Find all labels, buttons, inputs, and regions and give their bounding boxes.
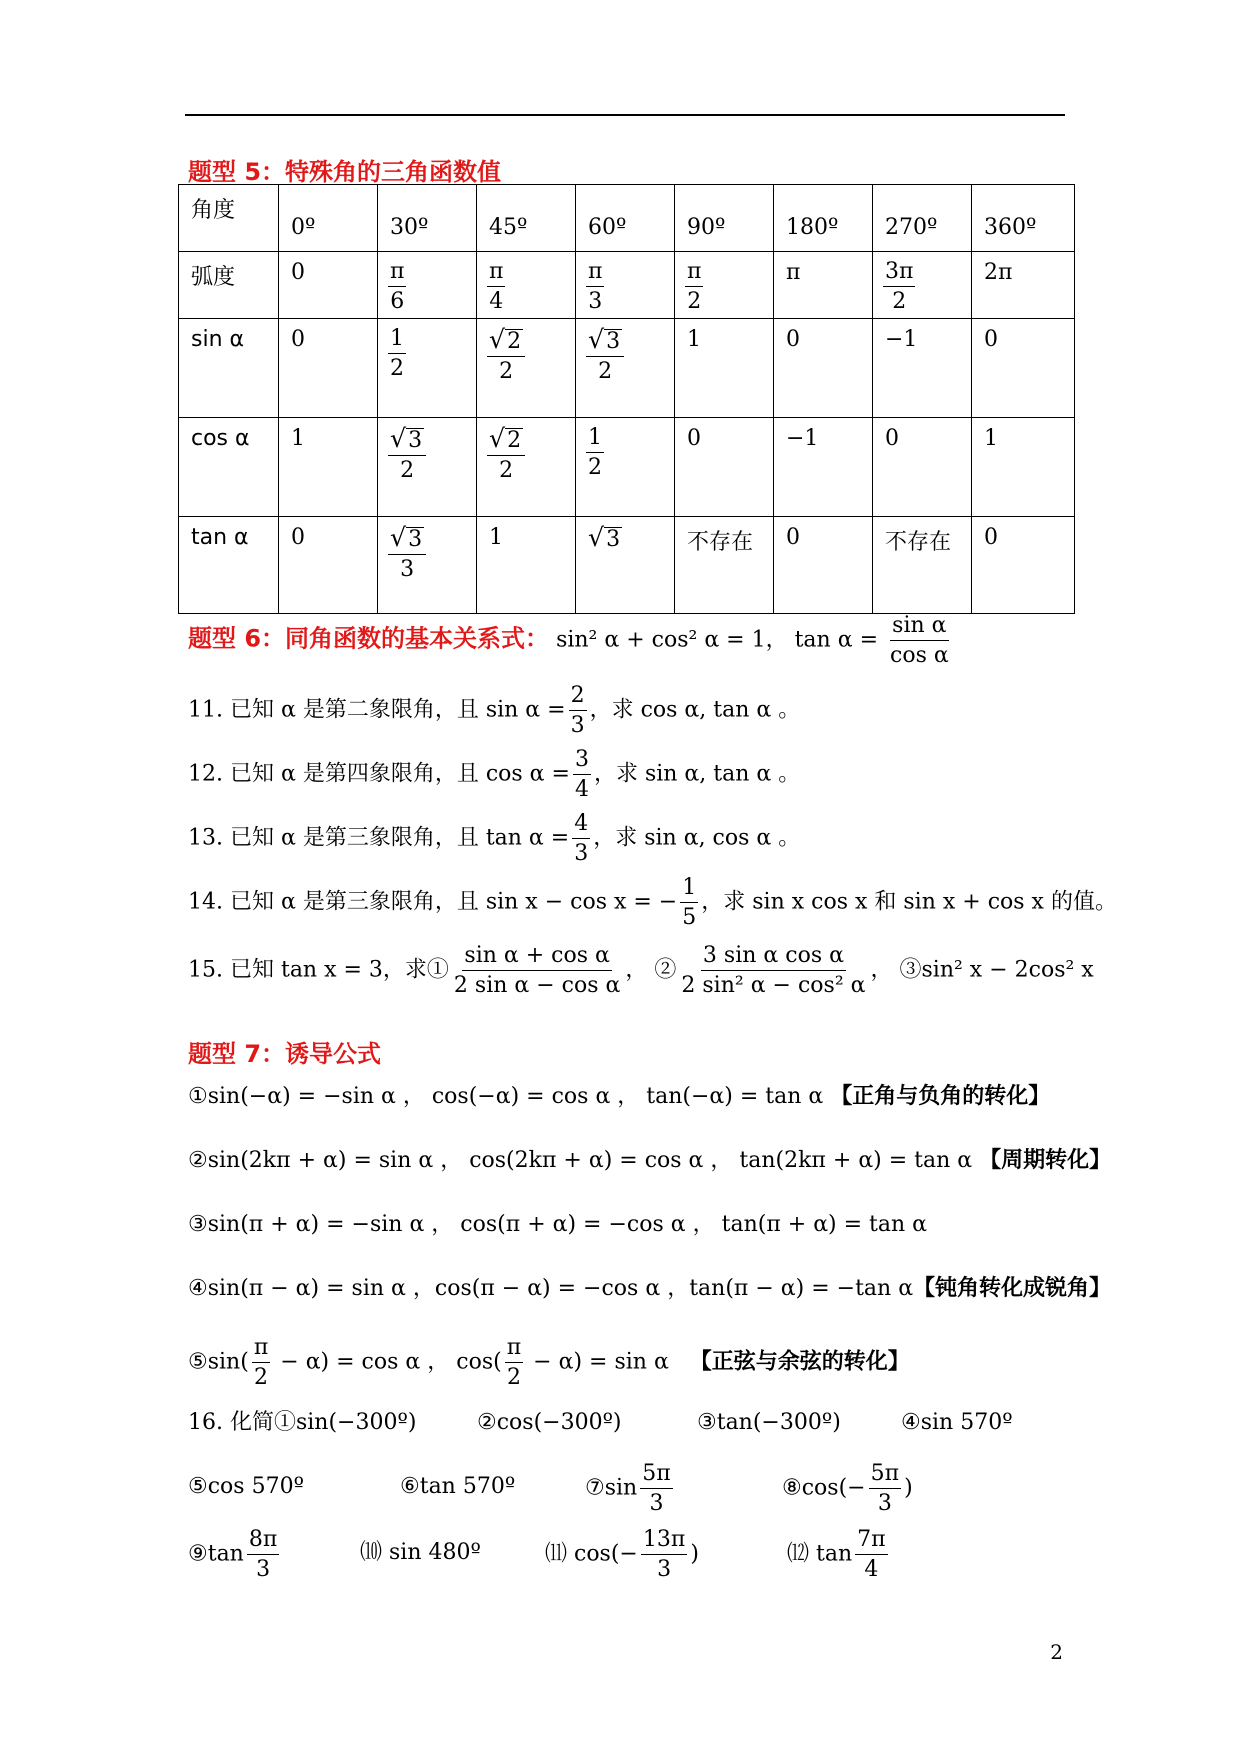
induction-formula-1: ①sin(−α) = −sin α ， cos(−α) = cos α ， tan(−α) = tan α 【正角与负角的转化】 (188, 1084, 1051, 1109)
table-cell: −1 (774, 418, 873, 517)
table-cell: $\frac{1}{2}$ (378, 319, 477, 418)
table-row-sin (179, 319, 1075, 418)
table-cell: 1 (477, 517, 576, 614)
problem-15: 15. 已知 tan x = 3，求① $\frac{\text{sin α + cos α}}{\text{2 sin α − cos α}}$ ， ② $\frac{\text{3 sin α cos α}}{\text{2 sin² α − cos² α}}$ ， ③sin² x − 2cos² x (188, 943, 1094, 999)
table-cell: $\frac{\pi}{2}$ (675, 252, 774, 319)
table-cell: 0 (675, 418, 774, 517)
table-cell: 0 (972, 517, 1075, 614)
p16-item-8: ⑧cos(− $\frac{5\pi}{3}$ ) (782, 1461, 913, 1517)
section5-title: 题型 5：特殊角的三角函数值 (188, 158, 502, 186)
p16-item-6: ⑥tan 570º (400, 1474, 516, 1499)
table-cell: $\frac{\pi}{4}$ (477, 252, 576, 319)
table-cell: 1 (279, 418, 378, 517)
table-cell: 0 (774, 319, 873, 418)
p16-item-12: ⑿ tan $\frac{7\pi}{4}$ (787, 1527, 886, 1583)
page-number: 2 (1050, 1640, 1063, 1664)
table-cell: $\frac{3\pi}{2}$ (873, 252, 972, 319)
problem-14: 14. 已知 α 是第三象限角，且 sin x − cos x = − $\frac{1}{5}$ ，求 sin x cos x 和 sin x + cos x 的值。 (188, 875, 1117, 931)
table-cell: $\frac{\pi}{3}$ (576, 252, 675, 319)
row-label: cos α (179, 418, 279, 517)
table-cell: 不存在 (873, 517, 972, 614)
row-label: tan α (179, 517, 279, 614)
induction-formula-5: ⑤sin( $\frac{\pi}{2}$ − α) = cos α ， cos( $\frac{\pi}{2}$ − α) = sin α 【正弦与余弦的转化】 (188, 1335, 910, 1391)
p16-item-11: ⑾ cos(− $\frac{13\pi}{3}$ ) (545, 1527, 699, 1583)
p16-item-4: ④sin 570º (901, 1410, 1013, 1435)
row-label: 弧度 (179, 252, 279, 319)
table-cell: √ 2 2 (477, 418, 576, 517)
table-cell: $\frac{1}{2}$ (576, 418, 675, 517)
induction-formula-4: ④sin(π − α) = sin α ，cos(π − α) = −cos α ，tan(π − α) = −tan α【钝角转化成锐角】 (188, 1276, 1112, 1301)
section6-title: 题型 6：同角函数的基本关系式： (188, 624, 550, 653)
table-cell: 0 (774, 517, 873, 614)
table-cell: 360º (972, 185, 1075, 252)
table-row-radian (179, 252, 1075, 319)
problem-12: 12. 已知 α 是第四象限角，且 cos α = $\frac{3}{4}$ ，求 sin α, tan α 。 (188, 747, 801, 803)
table-cell: 1 (675, 319, 774, 418)
header-rule (185, 114, 1065, 116)
table-cell: π (774, 252, 873, 319)
table-cell: 不存在 (675, 517, 774, 614)
table-cell: 0 (279, 252, 378, 319)
table-cell: 45º (477, 185, 576, 252)
table-cell: 0 (279, 517, 378, 614)
table-cell: √ 3 3 (378, 517, 477, 614)
row-label: sin α (179, 319, 279, 418)
row-label: 角度 (179, 185, 279, 252)
identity-formula-2-lhs: tan α = (794, 627, 878, 653)
table-cell: −1 (873, 319, 972, 418)
p16-item-5: ⑤cos 570º (188, 1474, 304, 1499)
problem-13: 13. 已知 α 是第三象限角，且 tan α = $\frac{4}{3}$ ，求 sin α, cos α 。 (188, 811, 801, 867)
table-cell: 0 (279, 319, 378, 418)
p16-item-9: ⑨tan $\frac{8\pi}{3}$ (188, 1527, 278, 1583)
table-cell: 1 (972, 418, 1075, 517)
table-cell: 0 (972, 319, 1075, 418)
p16-item-7: ⑦sin $\frac{5\pi}{3}$ (585, 1461, 671, 1517)
table-cell: √ 3 (576, 517, 675, 614)
table-cell: 180º (774, 185, 873, 252)
table-cell: √ 3 2 (378, 418, 477, 517)
section6-heading-line (188, 614, 954, 667)
table-cell: 2π (972, 252, 1075, 319)
table-row-tan (179, 517, 1075, 614)
table-cell: $\frac{\pi}{6}$ (378, 252, 477, 319)
p16-item-10: ⑽ sin 480º (360, 1540, 481, 1565)
special-angle-table (178, 184, 1075, 614)
induction-formula-2: ②sin(2kπ + α) = sin α ， cos(2kπ + α) = cos α ， tan(2kπ + α) = tan α 【周期转化】 (188, 1148, 1112, 1173)
section7-title: 题型 7：诱导公式 (188, 1040, 382, 1068)
table-cell: √ 3 2 (576, 319, 675, 418)
problem-11: 11. 已知 α 是第二象限角，且 sin α = $\frac{2}{3}$ ，求 cos α, tan α 。 (188, 683, 801, 739)
table-cell: 90º (675, 185, 774, 252)
identity-formula-2-fraction: $\frac{\text{sin α}}{\text{cos α}}$ (890, 613, 949, 669)
p16-item-2: ②cos(−300º) (477, 1410, 622, 1435)
p16-item-3: ③tan(−300º) (697, 1410, 841, 1435)
identity-formula-1: sin² α + cos² α = 1， (556, 627, 788, 653)
table-cell: 30º (378, 185, 477, 252)
table-cell: √ 2 2 (477, 319, 576, 418)
p16-item-1: 16. 化简①sin(−300º) (188, 1410, 417, 1435)
table-cell: 0 (873, 418, 972, 517)
table-cell: 60º (576, 185, 675, 252)
table-cell: 270º (873, 185, 972, 252)
table-row-angle (179, 185, 1075, 252)
table-row-cos (179, 418, 1075, 517)
table-cell: 0º (279, 185, 378, 252)
induction-formula-3: ③sin(π + α) = −sin α ， cos(π + α) = −cos α ， tan(π + α) = tan α (188, 1212, 928, 1237)
